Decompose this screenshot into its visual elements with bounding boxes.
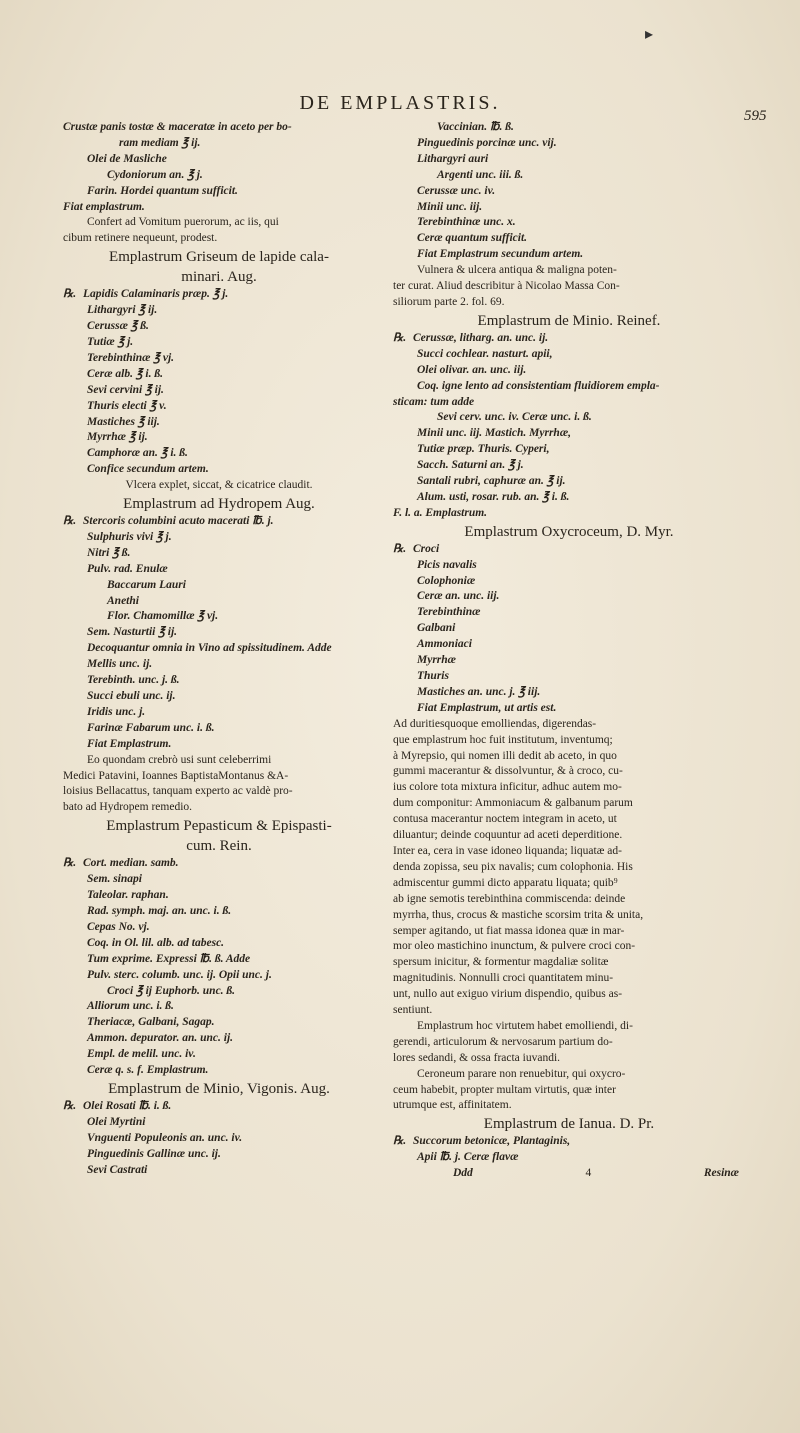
line-text: dum componitur: Ammoniacum & galbanum parum [393, 797, 633, 810]
text-line [63, 200, 375, 216]
line-text: Eo quondam crebrò usi sunt celeberrimi [87, 753, 272, 766]
text-line [393, 231, 745, 247]
text-line [393, 347, 745, 363]
line-text: Tutiæ ℥ j. [87, 335, 134, 348]
text-line [63, 415, 375, 431]
text-line [393, 764, 745, 780]
line-text: gummi macerantur & dissolvuntur, & à croco, cu- [393, 765, 623, 778]
line-text: Olei olivar. an. unc. iij. [417, 363, 527, 376]
line-text: ius colore tota mixtura inficitur, adhuc autem mo- [393, 781, 622, 794]
text-line [63, 968, 375, 984]
running-head: DE EMPLASTRIS. [299, 92, 501, 114]
text-line [393, 939, 745, 955]
text-line [393, 1134, 745, 1150]
text-line [63, 689, 375, 705]
text-line [393, 558, 745, 574]
line-text: Coq. in Ol. lil. alb. ad tabesc. [87, 936, 225, 949]
text-line [393, 1051, 745, 1067]
text-line [393, 136, 745, 152]
line-text: Olei Myrtini [87, 1115, 146, 1128]
line-text: Emplastrum de Minio. Reinef. [477, 312, 661, 329]
text-line [393, 1067, 745, 1083]
text-line [63, 784, 375, 800]
line-text: Sulphuris vivi ℥ j. [87, 530, 172, 543]
right-column [393, 120, 745, 1182]
line-text: Rad. symph. maj. an. unc. i. ß. [87, 904, 232, 917]
text-line [393, 574, 745, 590]
text-line [393, 1083, 745, 1099]
text-line [393, 892, 745, 908]
text-line [393, 637, 745, 653]
text-line [393, 184, 745, 200]
text-line [63, 1015, 375, 1031]
text-line [63, 335, 375, 351]
recipe-symbol: ℞. [63, 288, 77, 301]
left-column [63, 120, 375, 1178]
text-line [63, 872, 375, 888]
line-text: sticam: tum adde [393, 395, 475, 408]
section-heading [393, 523, 745, 542]
line-text: Lithargyri ℥ ij. [87, 304, 158, 317]
text-line [393, 168, 745, 184]
text-line [63, 215, 375, 231]
line-text: gerendi, articulorum & nervosarum partium do- [393, 1035, 613, 1048]
line-text: utrumque est, affinitatem. [393, 1099, 512, 1112]
recipe-symbol: ℞. [63, 1099, 77, 1112]
line-text: Minii unc. iij. Mastich. Myrrhæ, [417, 427, 572, 440]
text-line [63, 120, 375, 136]
line-text: que emplastrum hoc fuit institutum, inventumq; [393, 733, 613, 746]
line-text: ab igne semotis terebinthina commiscenda: deinde [393, 892, 626, 905]
line-text: Argenti unc. iii. ß. [437, 168, 524, 181]
recipe-symbol: ℞. [393, 331, 407, 344]
text-line [393, 410, 745, 426]
text-line [393, 860, 745, 876]
text-line [63, 657, 375, 673]
line-text: Myrrhæ ℥ ij. [87, 431, 148, 444]
line-text: Fiat Emplastrum secundum artem. [417, 248, 584, 261]
text-line [393, 1003, 745, 1019]
line-text: Emplastrum Oxycroceum, D. Myr. [464, 523, 674, 540]
line-text: Croci ℥ ij Euphorb. unc. ß. [107, 984, 236, 997]
line-text: ram mediam ℥ ij. [119, 136, 201, 149]
line-text: F. l. a. Emplastrum. [393, 506, 488, 519]
text-line [63, 1047, 375, 1063]
line-text: Vaccinian. ℔. ß. [437, 121, 514, 133]
text-line [393, 442, 745, 458]
section-heading [63, 248, 375, 267]
line-text: loisius Bellacattus, tanquam experto ac valdè pro- [63, 785, 293, 798]
recipe-symbol: ℞. [63, 515, 77, 528]
text-line [63, 168, 375, 184]
line-text: Fiat emplastrum. [63, 200, 145, 213]
line-text: Succi ebuli unc. ij. [87, 690, 176, 702]
text-line [63, 641, 375, 657]
text-line [63, 999, 375, 1015]
line-text: Theriacæ, Galbani, Sagap. [87, 1016, 215, 1029]
text-line [393, 490, 745, 506]
line-text: Pulv. rad. Enulæ [87, 562, 168, 575]
line-text: Emplastrum hoc virtutem habet emolliendi, di- [417, 1019, 633, 1032]
text-line [63, 303, 375, 319]
line-text: Olei Rosati ℔. i. ß. [83, 1099, 172, 1112]
line-text: Alum. usti, rosar. rub. an. ℥ i. ß. [417, 490, 570, 503]
line-text: Emplastrum Pepasticum & Epispasti- [106, 818, 332, 835]
line-text: Croci [413, 542, 440, 555]
line-text: Emplastrum ad Hydropem Aug. [123, 496, 315, 513]
text-line [393, 426, 745, 442]
catchword-line [393, 1166, 745, 1182]
text-line [63, 888, 375, 904]
line-text: Santali rubri, caphuræ an. ℥ ij. [417, 475, 566, 488]
line-text: Camphoræ an. ℥ i. ß. [87, 447, 188, 460]
line-text: Tutiæ præp. Thuris. Cyperi, [417, 443, 550, 456]
line-text: Baccarum Lauri [107, 578, 186, 591]
text-line [393, 247, 745, 263]
text-line [63, 136, 375, 152]
recipe-symbol: ℞. [63, 857, 77, 870]
line-text: Ceræ quantum sufficit. [417, 232, 528, 245]
line-text: cum. Rein. [186, 838, 252, 855]
text-line [63, 1099, 375, 1115]
section-heading [393, 1115, 745, 1134]
text-line [63, 1115, 375, 1131]
text-line [393, 876, 745, 892]
line-text: Farinæ Fabarum unc. i. ß. [87, 721, 215, 734]
text-line [63, 1147, 375, 1163]
line-text: Decoquantur omnia in Vino ad spissitudinem. Adde [87, 642, 332, 655]
line-text: Fiat Emplastrum, ut artis est. [417, 701, 557, 714]
line-text: Terebinthinæ ℥ vj. [87, 351, 175, 364]
line-text: Olei de Masliche [87, 152, 167, 165]
text-line [63, 1163, 375, 1179]
text-line [393, 474, 745, 490]
text-line [63, 920, 375, 936]
text-line [393, 749, 745, 765]
line-text: Mastiches ℥ iij. [87, 415, 160, 428]
line-text: Inter ea, cera in vase idoneo liquanda; liquatæ ad- [393, 844, 622, 857]
text-line [393, 955, 745, 971]
text-line [393, 812, 745, 828]
right-column-lines [393, 120, 745, 1166]
text-line [393, 669, 745, 685]
text-line [393, 215, 745, 231]
line-text: Farin. Hordei quantum sufficit. [87, 184, 238, 197]
text-line [63, 383, 375, 399]
text-line [393, 379, 745, 395]
corner-mark: ▸ [645, 26, 654, 43]
page-number: 595 [744, 108, 767, 124]
text-line [393, 542, 745, 558]
line-text: Ad duritiesquoque emolliendas, digerendas- [393, 717, 597, 730]
line-text: Sevi Castrati [87, 1163, 148, 1176]
line-text: Ceræ an. unc. iij. [417, 590, 500, 603]
line-text: Emplastrum de Ianua. D. Pr. [483, 1116, 655, 1133]
line-text: spersum inicitur, & formentur magdaliæ solitæ [393, 956, 609, 969]
text-line [63, 625, 375, 641]
recipe-symbol: ℞. [393, 1135, 407, 1148]
line-text: diluantur; deinde coquuntur ad aceti deperditione. [393, 829, 623, 842]
line-text: Picis navalis [417, 558, 477, 571]
line-text: mor oleo mastichino inunctum, & pulvere croci con- [393, 940, 636, 953]
text-line [63, 367, 375, 383]
recipe-symbol: ℞. [393, 542, 407, 555]
text-line [393, 295, 745, 311]
line-text: semper agitando, ut fiat massa idonea quæ in mar- [393, 924, 625, 937]
line-text: myrrha, thus, crocus & mastiche scorsim trita & unita, [393, 908, 644, 921]
line-text: Cepas No. vj. [87, 920, 150, 933]
line-text: Succorum betonicæ, Plantaginis, [413, 1135, 571, 1148]
text-line [63, 1031, 375, 1047]
text-line [393, 987, 745, 1003]
text-line [393, 908, 745, 924]
text-line [63, 399, 375, 415]
line-text: Vulnera & ulcera antiqua & maligna poten- [417, 264, 617, 277]
line-text: Myrrhæ [417, 654, 456, 667]
line-text: lores sedandi, & ossa fracta iuvandi. [393, 1051, 561, 1064]
line-text: Empl. de melil. unc. iv. [87, 1048, 196, 1061]
line-text: Ceroneum parare non renuebitur, qui oxycro- [417, 1067, 626, 1080]
text-line [393, 589, 745, 605]
text-line [393, 1035, 745, 1051]
text-line [63, 478, 375, 494]
text-line [393, 120, 745, 136]
line-text: Sem. Nasturtii ℥ ij. [87, 626, 178, 639]
line-text: Ammoniaci [417, 638, 472, 651]
line-text: Pulv. sterc. columb. unc. ij. Opii unc. j. [87, 968, 272, 981]
line-text: contusa macerantur noctem integram in aceto, ut [393, 813, 617, 826]
text-line [63, 319, 375, 335]
text-line [63, 952, 375, 968]
text-line [393, 924, 745, 940]
line-text: Vnguenti Populeonis an. unc. iv. [87, 1131, 243, 1144]
line-text: Thuris electi ℥ v. [87, 399, 167, 412]
text-line [63, 904, 375, 920]
text-line [63, 936, 375, 952]
line-text: Cydoniorum an. ℥ j. [107, 168, 203, 181]
line-text: ceum habebit, propter multam virtutis, quæ inter [393, 1083, 616, 1096]
line-text: Tum exprime. Expressi ℔. ß. Adde [87, 952, 251, 965]
line-text: Sevi cervini ℥ ij. [87, 383, 164, 396]
catchword: Resinæ [703, 1167, 739, 1180]
text-line [393, 796, 745, 812]
line-text: minari. Aug. [181, 269, 257, 286]
text-line [393, 263, 745, 279]
text-line [393, 279, 745, 295]
line-text: bato ad Hydropem remedio. [63, 801, 193, 814]
line-text: Mellis unc. ij. [87, 658, 153, 671]
text-line [63, 800, 375, 816]
line-text: Ceræ q. s. f. Emplastrum. [87, 1064, 209, 1077]
line-text: Sem. sinapi [87, 873, 142, 886]
line-text: Apii ℔. j. Ceræ flavæ [417, 1151, 519, 1164]
section-heading [63, 837, 375, 856]
line-text: Cerussæ ℥ ß. [87, 320, 149, 333]
line-text: cibum retinere nequeunt, prodest. [63, 232, 218, 245]
line-text: Taleolar. raphan. [87, 889, 169, 902]
line-text: Thuris [417, 670, 449, 682]
text-line [393, 506, 745, 522]
text-line [63, 446, 375, 462]
line-text: Confert ad Vomitum puerorum, ac iis, qui [87, 216, 279, 229]
text-line [63, 594, 375, 610]
line-text: Sevi cerv. unc. iv. Ceræ unc. i. ß. [437, 411, 592, 424]
text-line [63, 705, 375, 721]
line-text: Colophoniæ [417, 574, 476, 587]
text-line [393, 685, 745, 701]
text-line [393, 971, 745, 987]
text-line [63, 351, 375, 367]
text-line [63, 152, 375, 168]
line-text: Medici Patavini, Ioannes BaptistaMontanus &A- [63, 769, 289, 782]
line-text: siliorum parte 2. fol. 69. [393, 295, 505, 308]
line-text: Terebinthinæ unc. x. [417, 216, 516, 229]
section-heading [63, 268, 375, 287]
line-text: Stercoris columbini acuto macerati ℔. j. [83, 515, 274, 528]
text-line [393, 733, 745, 749]
text-line [63, 530, 375, 546]
text-line [393, 653, 745, 669]
line-text: unt, nullo aut exiguo virium dispendio, quibus as- [393, 988, 623, 1001]
line-text: Sacch. Saturni an. ℥ j. [417, 459, 524, 472]
line-text: Ammon. depurator. an. unc. ij. [87, 1032, 234, 1045]
section-heading [393, 312, 745, 331]
text-line [63, 514, 375, 530]
text-line [393, 1098, 745, 1114]
line-text: Emplastrum Griseum de lapide cala- [109, 249, 329, 266]
line-text: Cerussæ unc. iv. [417, 184, 496, 197]
text-line [393, 1150, 745, 1166]
section-heading [63, 1080, 375, 1099]
text-line [393, 844, 745, 860]
text-line [393, 1019, 745, 1035]
line-text: admiscentur gummi dicto apparatu liquata; quib⁹ [393, 876, 618, 889]
text-line [63, 231, 375, 247]
text-line [63, 737, 375, 753]
line-text: à Myrepsio, qui nomen illi dedit ab aceto, in quo [393, 749, 617, 762]
text-line [393, 828, 745, 844]
text-line [63, 984, 375, 1000]
text-line [393, 621, 745, 637]
line-text: Flor. Chamomillæ ℥ vj. [107, 610, 219, 623]
signature-number: 4 [585, 1167, 592, 1180]
text-line [63, 769, 375, 785]
section-heading [63, 817, 375, 836]
text-line [393, 701, 745, 717]
line-text: Minii unc. iij. [417, 200, 483, 213]
line-text: Alliorum unc. i. ß. [87, 1000, 174, 1013]
line-text: Cort. median. samb. [83, 857, 179, 870]
line-text: denda zopissa, seu pix navalis; cum colophonia. His [393, 860, 633, 873]
text-line [63, 753, 375, 769]
text-line [63, 430, 375, 446]
line-text: Iridis unc. j. [87, 705, 146, 718]
line-text: sentiunt. [393, 1004, 433, 1017]
text-line [393, 458, 745, 474]
text-line [63, 1063, 375, 1079]
line-text: ter curat. Aliud describitur à Nicolao Massa Con- [393, 280, 620, 293]
line-text: Nitri ℥ ß. [87, 546, 131, 559]
line-text: Pinguedinis porcinæ unc. vij. [417, 136, 557, 149]
line-text: Succi cochlear. nasturt. apii, [417, 347, 553, 360]
text-line [63, 578, 375, 594]
text-line [63, 673, 375, 689]
text-line [393, 780, 745, 796]
line-text: Emplastrum de Minio, Vigonis. Aug. [108, 1080, 330, 1097]
line-text: Terebinthinæ [417, 606, 481, 619]
line-text: Lapidis Calaminaris præp. ℥ j. [83, 288, 229, 301]
text-line [393, 717, 745, 733]
line-text: Galbani [417, 622, 456, 635]
text-line [393, 152, 745, 168]
line-text: Pinguedinis Gallinæ unc. ij. [87, 1147, 221, 1160]
text-line [63, 721, 375, 737]
text-line [63, 562, 375, 578]
text-line [393, 331, 745, 347]
text-line [63, 546, 375, 562]
text-line [63, 856, 375, 872]
line-text: Lithargyri auri [417, 152, 489, 165]
line-text: Vlcera explet, siccat, & cicatrice claudit. [125, 479, 313, 492]
text-line [63, 1131, 375, 1147]
line-text: Mastiches an. unc. j. ℥ iij. [417, 685, 541, 698]
text-line [393, 605, 745, 621]
section-heading [63, 495, 375, 514]
text-line [63, 462, 375, 478]
line-text: Ceræ alb. ℥ i. ß. [87, 367, 163, 380]
text-line [393, 395, 745, 411]
text-line [393, 363, 745, 379]
line-text: Crustæ panis tostæ & maceratæ in aceto per bo- [63, 121, 292, 133]
line-text: Confice secundum artem. [87, 463, 209, 476]
line-text: Terebinth. unc. j. ß. [87, 674, 180, 687]
line-text: Fiat Emplastrum. [87, 737, 172, 750]
text-line [63, 609, 375, 625]
line-text: Coq. igne lento ad consistentiam fluidiorem empla- [417, 379, 660, 392]
signature-mark: Ddd [453, 1167, 473, 1180]
text-line [63, 287, 375, 303]
text-line [63, 184, 375, 200]
line-text: Cerussæ, litharg. an. unc. ij. [413, 331, 549, 344]
text-line [393, 200, 745, 216]
line-text: Anethi [107, 594, 139, 607]
line-text: magnitudinis. Nonnulli croci quantitatem minu- [393, 972, 614, 985]
